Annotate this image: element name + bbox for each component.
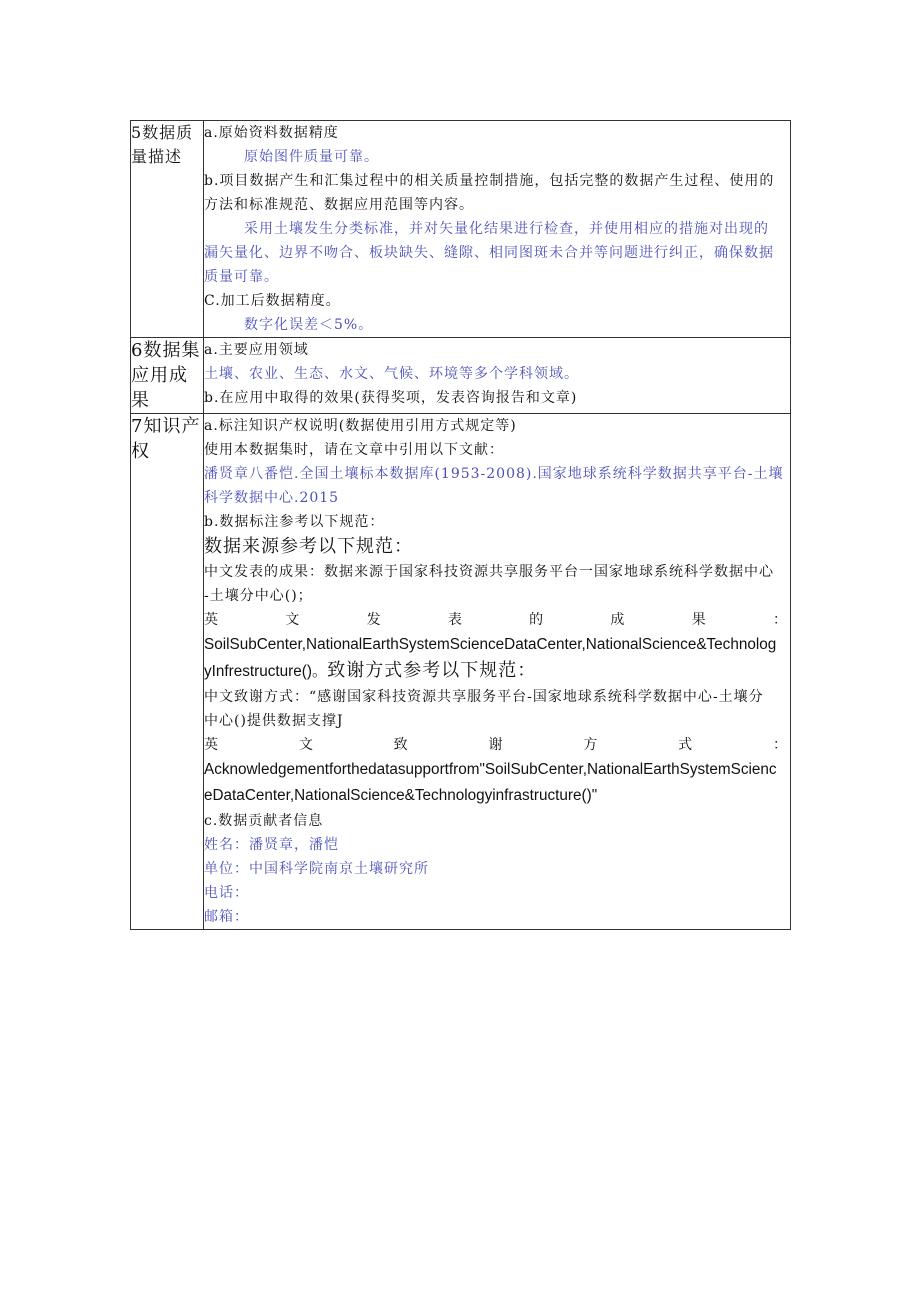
text-line: 土壤、农业、生态、水文、气候、环境等多个学科领域。 <box>204 366 579 382</box>
text-line: b.数据标注参考以下规范： <box>204 514 385 530</box>
text-line: a.主要应用领域 <box>204 342 309 358</box>
text-line: C.加工后数据精度。 <box>204 293 341 309</box>
text-line: 采用土壤发生分类标准，并对矢量化结果进行检查，并使用相应的措施对出现的 <box>244 221 769 237</box>
row-content <box>204 121 791 338</box>
row-data-quality <box>131 121 791 338</box>
text-line: Acknowledgementforthedatasupportfrom"SoilSubCenter,NationalEarthSystemScienc <box>204 761 777 778</box>
text-line: 漏矢量化、边界不吻合、板块缺失、缝隙、相同图斑未合并等问题进行纠正，确保数据 <box>204 245 774 261</box>
word: 英 <box>204 612 219 628</box>
word: 的 <box>529 612 545 628</box>
citation-line: 潘贤章八番恺.全国土壤标本数据库(1953-2008).国家地球系统科学数据共享平台-土壤 <box>204 466 784 482</box>
word: ： <box>772 737 788 753</box>
text-line: 数字化误差＜5%。 <box>244 317 374 333</box>
contributor-email: 邮箱： <box>204 909 249 925</box>
row-ip <box>131 414 791 930</box>
word: 方 <box>583 737 599 753</box>
word: 果 <box>691 612 707 628</box>
contributor-phone: 电话： <box>204 885 249 901</box>
text-line: c.数据贡献者信息 <box>204 813 324 829</box>
row-label: 7知识产权 <box>131 414 204 930</box>
text-line: SoilSubCenter,NationalEarthSystemScienceDataCenter,NationalScience&Technolog <box>204 636 777 653</box>
text-line: 原始图件质量可靠。 <box>244 149 379 165</box>
word: 英 <box>204 737 219 753</box>
text-line: 使用本数据集时，请在文章中引用以下文献： <box>204 442 504 458</box>
row-content <box>204 338 791 414</box>
word: ： <box>772 612 788 628</box>
text-line: 方法和标准规范、数据应用范围等内容。 <box>204 197 474 213</box>
row-application <box>131 338 791 414</box>
word: 成 <box>610 612 626 628</box>
text-line: a.原始资料数据精度 <box>204 125 339 141</box>
word: 致 <box>393 737 409 753</box>
text-line: a.标注知识产权说明(数据使用引用方式规定等) <box>204 418 517 434</box>
text-line: 中文致谢方式：“感谢国家科技资源共享服务平台-国家地球系统科学数据中心-土壤分 <box>204 689 764 705</box>
word: 表 <box>447 612 463 628</box>
contributor-name: 姓名：潘贤章，潘恺 <box>204 837 339 853</box>
row-label: 5数据质量描述 <box>131 121 204 338</box>
row-label: 6数据集应用成果 <box>131 338 204 414</box>
contributor-unit: 单位：中国科学院南京土壤研究所 <box>204 861 429 877</box>
text-line <box>204 658 790 685</box>
word: 谢 <box>488 737 504 753</box>
metadata-table <box>130 120 791 930</box>
spaced-line <box>204 608 790 632</box>
word: 发 <box>366 612 382 628</box>
ack-heading: 致谢方式参考以下规范： <box>327 660 537 681</box>
text-line: b.在应用中取得的效果(获得奖项，发表咨询报告和文章) <box>204 390 578 406</box>
citation-line: 科学数据中心.2015 <box>204 490 340 506</box>
text-line: -土壤分中心()； <box>204 588 313 604</box>
word: 式 <box>678 737 694 753</box>
text-line: 质量可靠。 <box>204 269 279 285</box>
spaced-line <box>204 733 790 757</box>
text-line: 中文发表的成果：数据来源于国家科技资源共享服务平台一国家地球系统科学数据中心 <box>204 564 774 580</box>
text-line: b.项目数据产生和汇集过程中的相关质量控制措施，包括完整的数据产生过程、使用的 <box>204 173 775 189</box>
word: 文 <box>298 737 314 753</box>
text-line: 中心()提供数据支撑J <box>204 713 344 729</box>
word: 文 <box>285 612 301 628</box>
text-fragment: yInfrestructure()。 <box>204 663 328 680</box>
row-content <box>204 414 791 930</box>
source-heading: 数据来源参考以下规范： <box>204 536 413 557</box>
text-line: eDataCenter,NationalScience&Technologyinfrastructure()" <box>204 787 598 804</box>
